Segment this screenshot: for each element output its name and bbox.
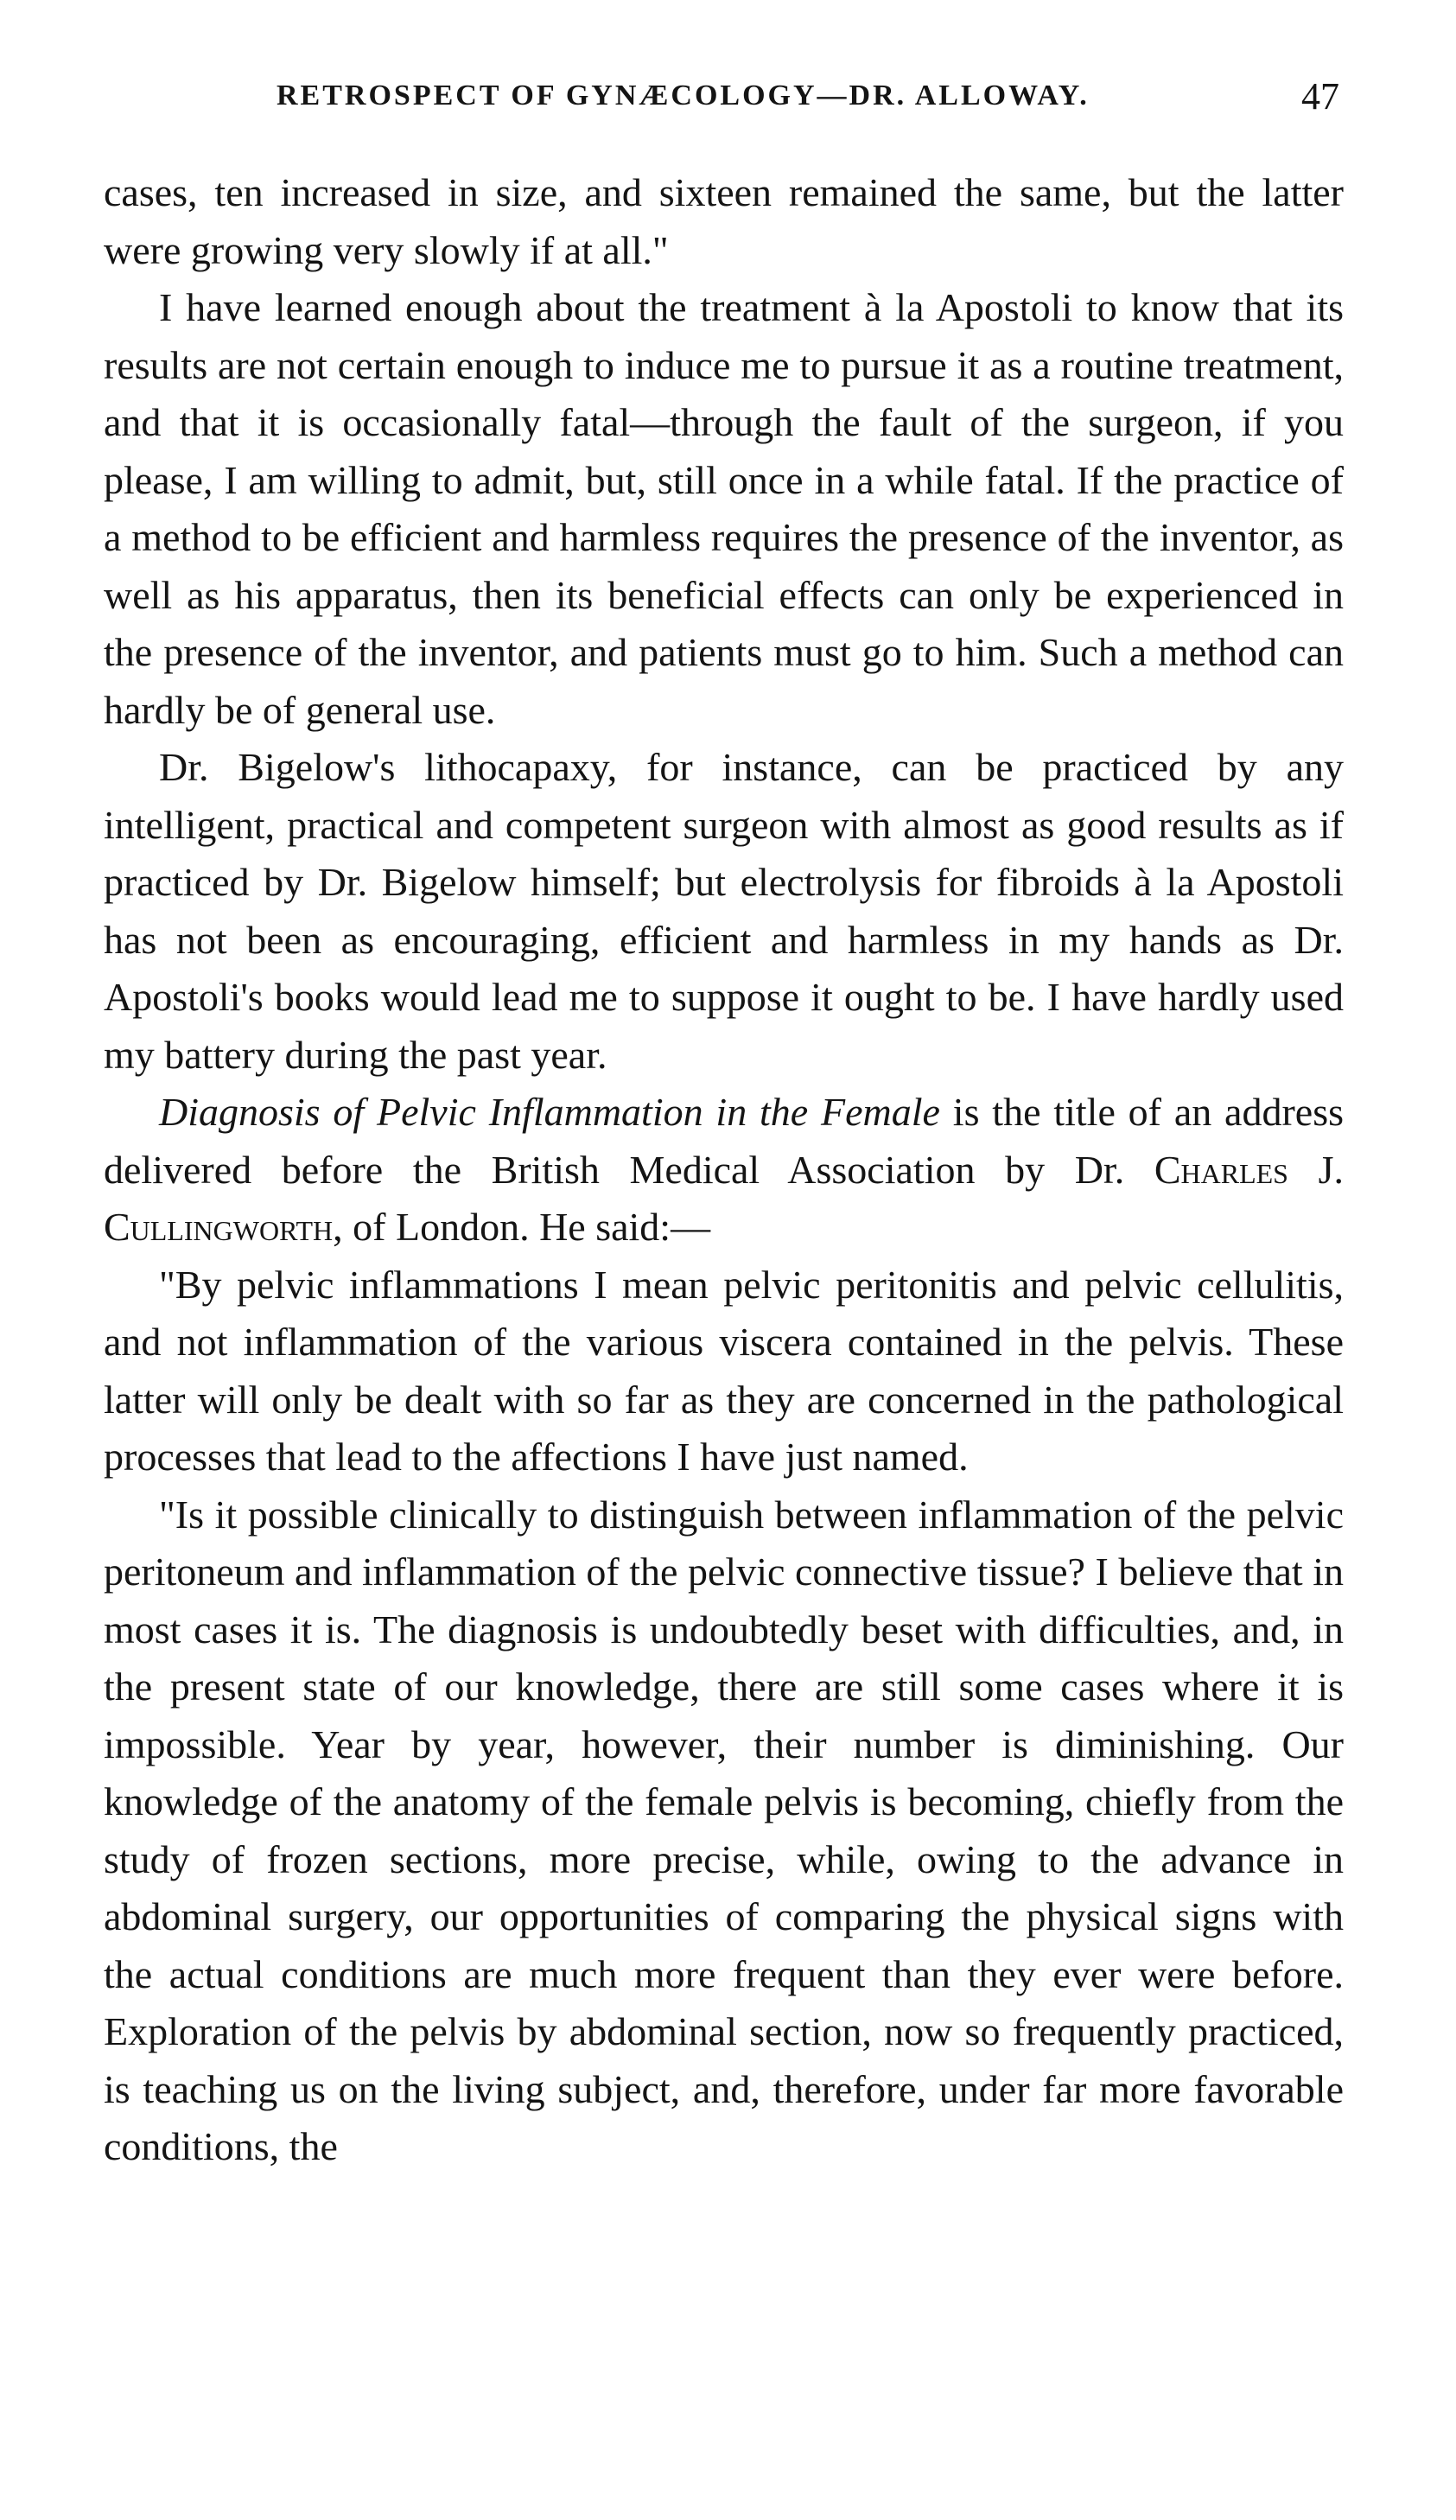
paragraph-bigelow-lithocapaxy: Dr. Bigelow's lithocapaxy, for instance, can be practiced by any intelligent, practical and competent surgeon with almost as good results as if practiced by Dr. Bigelow himself; but electrolysis for fibroids à la Apostoli has not been as encouraging, efficient and harmless in my hands as Dr. Apostoli's books would lead me to suppose it ought to be. I have hardly used my battery during the past year. xyxy=(104,745,1344,1077)
body-text xyxy=(104,164,1344,2176)
paragraph-apostoli-treatment: I have learned enough about the treatment à la Apostoli to know that its results are not certain enough to induce me to pursue it as a routine treatment, and that it is occasionally fatal—through the fault of the surgeon, if you please, I am willing to admit, but, still once in a while fatal. If the practice of a method to be efficient and harmless requires the presence of the inventor, as well as his apparatus, then its beneficial effects can only be experienced in the presence of the inventor, and patients must go to him. Such a method can hardly be of general use. xyxy=(104,285,1344,732)
address-location: , of London. He said:— xyxy=(333,1205,711,1249)
address-title: Diagnosis of Pelvic Inflammation in the Female xyxy=(159,1090,940,1134)
page-number: 47 xyxy=(1301,75,1339,118)
paragraph-continued: cases, ten increased in size, and sixteen remained the same, but the latter were growing very slowly if at all." xyxy=(104,170,1344,272)
running-head xyxy=(104,75,1374,131)
address-description: is the title of an address delivered before the British Medical Association by Dr. xyxy=(104,1090,1345,1192)
paragraph-cullingworth-address xyxy=(104,1084,1344,1257)
quote-paragraph-diagnosis: "Is it possible clinically to distinguish between inflammation of the pelvic peritoneum and inflammation of the pelvic connective tissue? I believe that in most cases it is. The diagnosis is undoubtedly beset with difficulties, and, in the present state of our knowledge, there are still some cases where it is impossible. Year by year, however, their number is diminishing. Our knowledge of the anatomy of the female pelvis is becoming, chiefly from the study of frozen sections, more precise, while, owing to the advance in abdominal surgery, our opportunities of comparing the physical signs with the actual conditions are much more frequent than they ever were before. Exploration of the pelvis by abdominal section, now so frequently practiced, is teaching us on the living subject, and, therefore, under far more favorable conditions, the xyxy=(104,1492,1344,2168)
running-title: RETROSPECT OF GYNÆCOLOGY—DR. ALLOWAY. xyxy=(277,80,1090,111)
author-name: Charles J. Cullingworth xyxy=(104,1147,1344,1249)
quote-paragraph-definition: "By pelvic inflammations I mean pelvic peritonitis and pelvic cellulitis, and not inflammation of the various viscera contained in the pelvis. These latter will only be dealt with so far as they are concerned in the pathological processes that lead to the affections I have just named. xyxy=(104,1262,1344,1479)
